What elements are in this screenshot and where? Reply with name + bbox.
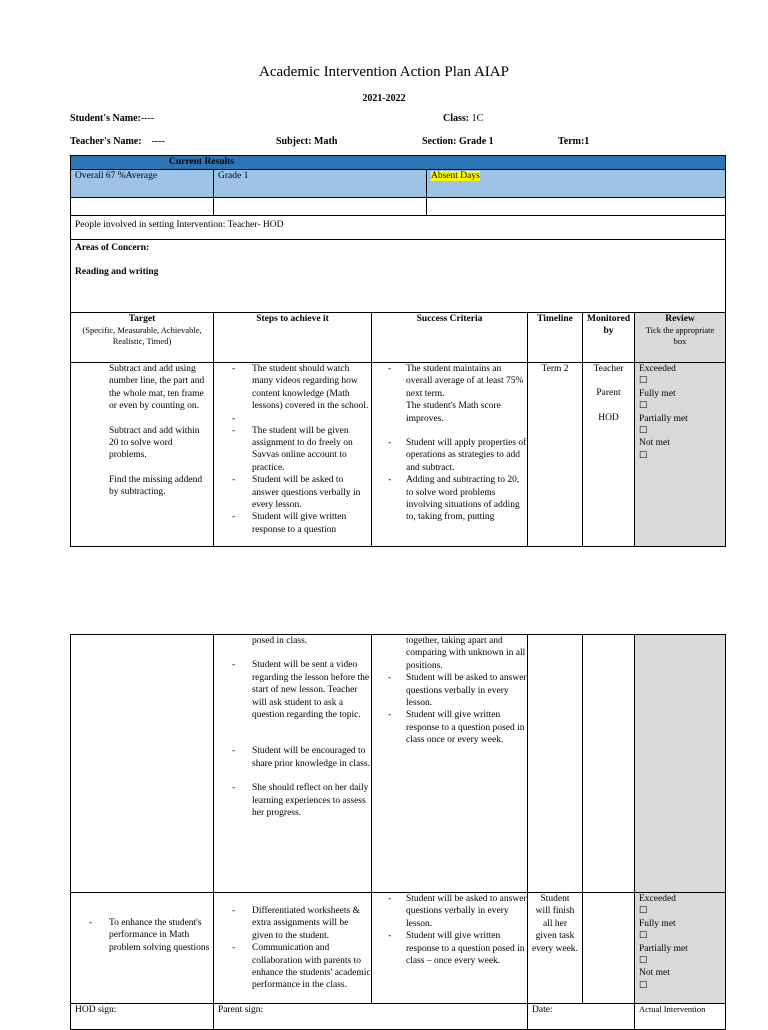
success-criteria-header: Success Criteria	[372, 313, 528, 363]
success-criteria-cell	[372, 635, 528, 893]
teacher-name-value: ----	[151, 136, 165, 147]
people-involved-cell: People involved in setting Intervention: Teacher- HOD	[71, 216, 726, 240]
subject-field: Subject: Math	[276, 136, 338, 147]
checkbox-icon[interactable]: ☐	[639, 450, 648, 461]
step-item: - Student will be asked to answer questions verbally in every lesson.	[214, 474, 371, 511]
monitored-by-cell	[583, 893, 635, 1004]
steps-cell	[214, 893, 372, 1004]
page-title: Academic Intervention Action Plan AIAP	[259, 64, 509, 80]
target-item: Subtract and add using number line, the part and the whole mat, ten frame or even by counting on.	[109, 364, 205, 412]
parent-sign-cell: Parent sign:	[214, 1004, 528, 1030]
areas-of-concern-label: Areas of Concern:	[75, 243, 150, 253]
review-option-partially-met: Partially met	[639, 943, 688, 954]
review-option-exceeded: Exceeded	[639, 364, 676, 374]
review-option-exceeded: Exceeded	[639, 894, 676, 904]
steps-cell	[214, 363, 372, 547]
overall-average-cell: Overall 67 %Average	[71, 170, 214, 198]
steps-header: Steps to achieve it	[214, 313, 372, 363]
monitor-item: Teacher	[593, 364, 624, 374]
areas-of-concern-value: Reading and writing	[75, 267, 159, 278]
hod-sign-cell: HOD sign:	[71, 1004, 214, 1030]
student-name-field	[70, 113, 154, 124]
step-item: - Differentiated worksheets & extra assignments will be given to the student.	[214, 905, 371, 942]
checkbox-icon[interactable]: ☐	[639, 956, 648, 967]
success-item: - Adding and subtracting to 20, to solve word problems involving situations of adding to, taking from, putting	[372, 474, 527, 524]
empty-cell	[214, 198, 427, 216]
target-item: - To enhance the student's performance in Math problem solving questions	[71, 917, 213, 954]
absent-days-label: Absent Days	[431, 171, 480, 181]
checkbox-icon[interactable]: ☐	[639, 931, 648, 942]
class-field	[443, 113, 483, 124]
target-cell	[71, 893, 214, 1004]
checkbox-icon[interactable]: ☐	[639, 980, 648, 991]
intervention-table-page-1	[70, 155, 726, 547]
actual-intervention-cell: Actual Intervention	[635, 1004, 726, 1030]
review-option-fully-met: Fully met	[639, 918, 676, 929]
timeline-cell	[528, 635, 583, 893]
target-header-title: Target	[128, 314, 156, 324]
review-option-partially-met: Partially met	[639, 413, 688, 424]
review-header-title: Review	[665, 314, 695, 324]
review-option-not-met: Not met	[639, 438, 670, 449]
review-option-fully-met: Fully met	[639, 388, 676, 399]
teacher-name-label: Teacher's Name:	[70, 136, 142, 147]
target-cell	[71, 363, 214, 547]
timeline-cell: Term 2	[528, 363, 583, 547]
monitored-by-cell	[583, 363, 635, 547]
success-criteria-cell	[372, 363, 528, 547]
empty-cell	[71, 198, 214, 216]
step-item: - Student will be encouraged to share prior knowledge in class.	[214, 745, 371, 770]
review-cell	[635, 363, 726, 547]
steps-cell	[214, 635, 372, 893]
class-label: Class:	[443, 113, 470, 124]
intervention-table-page-2	[70, 634, 726, 1030]
areas-of-concern-cell	[71, 240, 726, 313]
success-item: - Student will be asked to answer questions verbally in every lesson.	[372, 893, 527, 930]
success-item: - The student maintains an overall average of at least 75% next term. The student's Math score improves.	[372, 363, 527, 425]
absent-days-cell	[427, 170, 726, 198]
step-item: - Communication and collaboration with parents to enhance the students' academic performance in the class.	[214, 942, 371, 992]
monitored-by-header: Monitored by	[583, 313, 635, 363]
success-item: - Student will be asked to answer questions verbally in every lesson.	[372, 672, 527, 709]
review-header	[635, 313, 726, 363]
success-item: - Student will apply properties of operations as strategies to add and subtract.	[372, 437, 527, 474]
target-header-subtitle: (Specific, Measurable, Achievable, Realistic, Timed)	[82, 325, 202, 347]
step-item	[214, 413, 371, 425]
review-cell	[635, 893, 726, 1004]
target-item: Find the missing addend by subtracting.	[109, 474, 203, 498]
empty-cell	[427, 198, 726, 216]
checkbox-icon[interactable]: ☐	[639, 906, 648, 917]
review-cell	[635, 635, 726, 893]
success-criteria-cell	[372, 893, 528, 1004]
target-cell	[71, 635, 214, 893]
term-field: Term:1	[558, 136, 590, 147]
academic-year: 2021-2022	[362, 93, 406, 104]
checkbox-icon[interactable]: ☐	[639, 426, 648, 437]
monitor-item: HOD	[598, 412, 619, 423]
target-header	[71, 313, 214, 363]
target-item: Subtract and add within 20 to solve word problems.	[109, 425, 200, 461]
teacher-name-field	[70, 136, 165, 147]
step-continued: posed in class.	[252, 636, 308, 646]
step-item: - The student will be given assignment to do freely on Savvas online account to practice.	[214, 425, 371, 475]
student-name-label: Student's Name:	[70, 113, 141, 124]
success-item: - Student will give written response to a question posed in class – once every week.	[372, 930, 527, 967]
checkbox-icon[interactable]: ☐	[639, 376, 648, 387]
success-continued: together, taking apart and comparing with unknown in all positions.	[406, 636, 526, 671]
student-name-value: ----	[140, 113, 155, 124]
step-item: - Student will be sent a video regarding the lesson before the start of new lesson. Teacher will ask student to ask a question regarding the topic.	[214, 659, 371, 721]
date-cell: Date:	[528, 1004, 635, 1030]
current-results-heading: Current Results	[71, 156, 726, 170]
timeline-header: Timeline	[528, 313, 583, 363]
section-field: Section: Grade 1	[422, 136, 494, 147]
monitor-item: Parent	[596, 388, 621, 399]
review-header-subtitle: Tick the appropriate box	[645, 325, 715, 347]
step-item: - Student will give written response to a question	[214, 511, 371, 536]
step-item: - She should reflect on her daily learning experiences to assess her progress.	[214, 782, 371, 819]
success-item: - Student will give written response to a question posed in class once or every week.	[372, 709, 527, 746]
monitored-by-cell	[583, 635, 635, 893]
timeline-cell: Student will finish all her given task every week.	[528, 893, 583, 1004]
step-item: - The student should watch many videos regarding how content knowledge (Math lessons) covered in the school.	[214, 363, 371, 413]
review-option-not-met: Not met	[639, 968, 670, 979]
class-value: 1C	[471, 113, 484, 124]
checkbox-icon[interactable]: ☐	[639, 401, 648, 412]
grade-cell: Grade 1	[214, 170, 427, 198]
